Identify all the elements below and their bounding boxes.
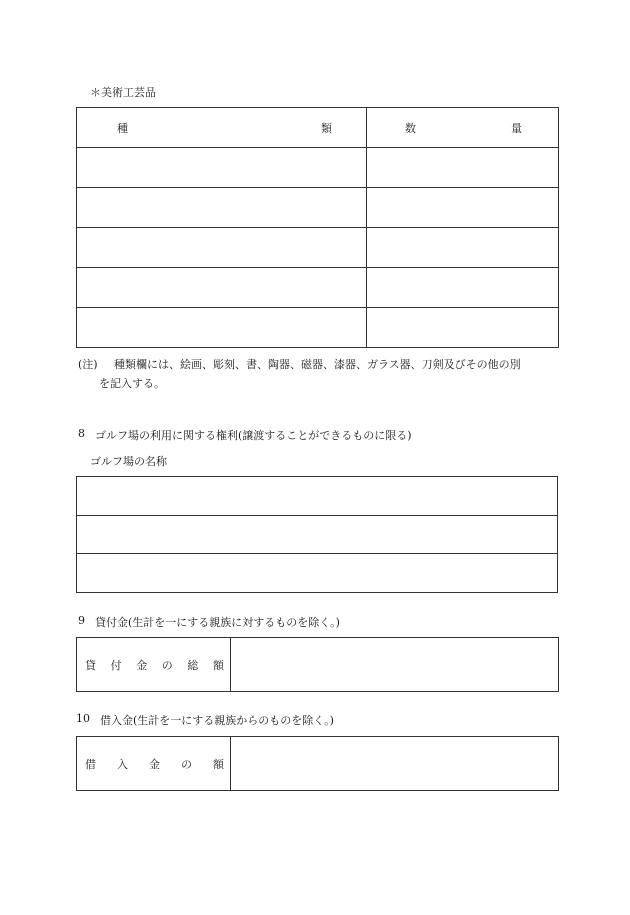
- label-char: 貸: [85, 658, 96, 672]
- loan-section-title: 貸付金(生計を一にする親族に対するものを除く。): [95, 616, 340, 629]
- label-char: 額: [212, 658, 224, 672]
- qty-cell[interactable]: [367, 148, 559, 188]
- qty-cell[interactable]: [367, 268, 559, 308]
- kind-cell[interactable]: [77, 268, 367, 308]
- label-char: 金: [149, 757, 160, 771]
- golf-name-cell[interactable]: [77, 516, 558, 554]
- label-char: 金: [136, 658, 148, 672]
- label-char: の: [161, 658, 173, 672]
- qty-cell[interactable]: [367, 228, 559, 268]
- label-char: 額: [213, 757, 224, 771]
- label-char: 付: [110, 658, 122, 672]
- golf-table: [76, 476, 558, 593]
- header-qty-cell: [367, 108, 559, 148]
- art-table: [76, 107, 559, 348]
- art-table-header: [77, 108, 559, 148]
- header-qty-left: 数: [405, 121, 416, 135]
- table-row: [77, 516, 558, 554]
- label-char: 総: [187, 658, 199, 672]
- borrow-label: [77, 756, 230, 772]
- loan-section-number: 9: [78, 614, 85, 627]
- kind-cell[interactable]: [77, 228, 367, 268]
- golf-section-number: 8: [78, 427, 85, 440]
- table-row: [77, 188, 559, 228]
- loan-table: [76, 637, 559, 692]
- table-row: [77, 477, 558, 516]
- art-note-line1: 種類欄には、絵画、彫刻、書、陶器、磁器、漆器、ガラス器、刀剣及びその他の別: [114, 358, 521, 371]
- kind-cell[interactable]: [77, 308, 367, 348]
- header-kind-cell: [77, 108, 367, 148]
- qty-cell[interactable]: [367, 308, 559, 348]
- label-char: 借: [85, 757, 96, 771]
- table-row: [77, 737, 559, 791]
- loan-total-value-cell[interactable]: [231, 638, 559, 692]
- kind-cell[interactable]: [77, 188, 367, 228]
- table-row: [77, 638, 559, 692]
- table-row: [77, 268, 559, 308]
- loan-total-label: [77, 657, 230, 673]
- header-qty-right: 量: [511, 121, 522, 135]
- loan-total-label-cell: [77, 638, 231, 692]
- table-row: [77, 228, 559, 268]
- kind-cell[interactable]: [77, 148, 367, 188]
- header-kind-right: 類: [321, 121, 332, 135]
- golf-name-cell[interactable]: [77, 477, 558, 516]
- art-section-title: ＊美術工芸品: [90, 86, 156, 99]
- golf-section-subtitle: ゴルフ場の名称: [90, 455, 167, 468]
- art-note-label: (注): [78, 358, 98, 371]
- table-row: [77, 554, 558, 593]
- borrow-section-title: 借入金(生計を一にする親族からのものを除く。): [100, 714, 334, 727]
- qty-cell[interactable]: [367, 188, 559, 228]
- golf-name-cell[interactable]: [77, 554, 558, 593]
- table-row: [77, 148, 559, 188]
- art-note-line2: を記入する。: [99, 377, 165, 390]
- borrow-label-cell: [77, 737, 231, 791]
- borrow-value-cell[interactable]: [231, 737, 559, 791]
- label-char: の: [181, 757, 192, 771]
- table-row: [77, 308, 559, 348]
- label-char: 入: [117, 757, 128, 771]
- header-kind-left: 種: [117, 121, 128, 135]
- golf-section-title: ゴルフ場の利用に関する権利(譲渡することができるものに限る): [95, 429, 412, 442]
- borrow-section-number: 10: [76, 712, 90, 725]
- borrow-table: [76, 736, 559, 791]
